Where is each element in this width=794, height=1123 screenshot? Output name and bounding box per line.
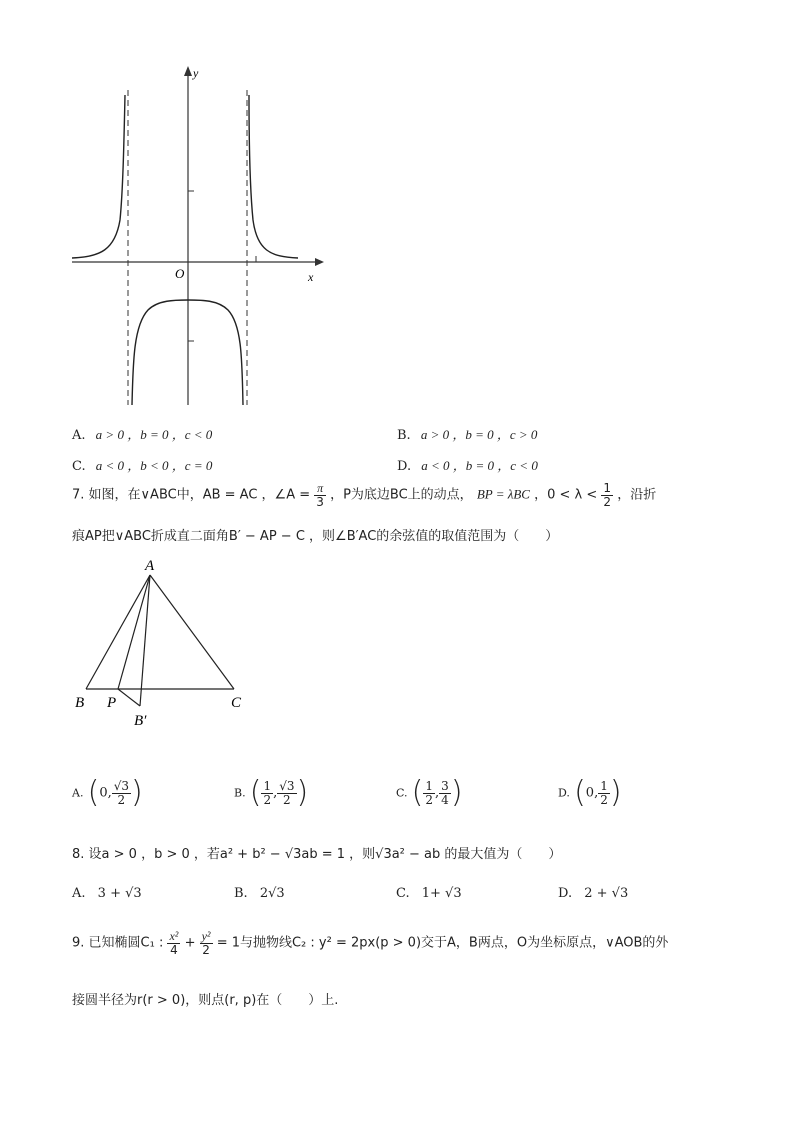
q9-stem-line1: 9. 已知椭圆C₁ : $\frac{\text{x²}}{4}$ + $\frac{\text{y²}}{2}$ = 1与抛物线C₂ : y² = 2px(p > 0)交于A，B两点，O为坐标原点，∨AOB的外 <box>72 929 669 957</box>
q8-option-d[interactable]: D. 2 + √3 <box>558 886 629 901</box>
lambda-fraction: $\frac{1}{2}$ <box>603 481 612 509</box>
option-letter: D. <box>397 459 412 474</box>
x-axis-arrow <box>315 258 324 266</box>
q7-stem-line2: 痕AP把∨ABC折成直二面角B′ − AP − C ，则∠B′AC的余弦值的取值范围为（ ） <box>72 529 559 544</box>
y-axis-arrow <box>184 66 192 76</box>
edge-PB-prime <box>118 689 140 706</box>
curve-left <box>72 95 125 258</box>
origin-label: O <box>175 266 185 281</box>
y-label: y <box>193 66 199 80</box>
triangle-figure <box>70 555 260 730</box>
q7-option-a[interactable]: A. (0, $\frac{√3}{2}$ ) <box>72 775 143 810</box>
edge-AC <box>150 575 234 689</box>
angle-fraction: $\frac{\pi}{3}$ <box>316 481 324 509</box>
q7-option-b[interactable]: B. ( $\frac{1}{2}$ , $\frac{√3}{2}$ ) <box>234 775 309 810</box>
q6-option-c[interactable] <box>72 455 212 474</box>
q6-option-a[interactable] <box>72 424 212 443</box>
q8-stem: 8. 设a > 0 ，b > 0 ，若a² + b² − √3ab = 1 ，则√3a² − ab 的最大值为（ ） <box>72 847 562 862</box>
q6-option-b[interactable] <box>397 424 537 443</box>
curve-right <box>249 95 298 258</box>
q8-option-a[interactable]: A. 3 + √3 <box>72 886 142 901</box>
edge-AB <box>86 575 150 689</box>
vector-expression: BP = λBC <box>476 486 530 502</box>
q7-option-c[interactable]: C. ( $\frac{1}{2}$ , $\frac{3}{4}$ ) <box>396 775 463 810</box>
option-text: a > 0 ，b = 0 ，c < 0 <box>95 427 213 442</box>
option-letter: A. <box>72 428 86 443</box>
option-letter: C. <box>72 459 86 474</box>
q7-stem-line1: 7. 如图，在∨ABC中，AB = AC ，∠A = $\frac{\pi}{3}$ ，P为底边BC上的动点， BP = λBC ，0 < λ < $\frac{1}{2}$ ，沿折 <box>72 481 657 509</box>
ellipse-term-y: $\frac{\text{y²}}{2}$ <box>201 929 211 957</box>
label-B: B <box>75 695 85 711</box>
option-letter: B. <box>397 428 411 443</box>
x-label: x <box>308 270 314 284</box>
option-text: a > 0 ，b = 0 ，c > 0 <box>420 427 538 442</box>
option-text: a < 0 ，b = 0 ，c < 0 <box>421 458 538 473</box>
q6-option-d[interactable] <box>397 455 538 474</box>
function-graph <box>60 60 340 410</box>
q7-option-d[interactable]: D. (0, $\frac{1}{2}$ ) <box>558 775 622 810</box>
label-A: A <box>145 558 155 574</box>
label-B-prime: B′ <box>134 713 147 729</box>
q8-option-c[interactable]: C. 1+ √3 <box>396 886 462 901</box>
option-text: a < 0 ，b < 0 ，c = 0 <box>95 458 213 473</box>
q8-option-b[interactable]: B. 2√3 <box>234 886 285 901</box>
label-C: C <box>231 695 242 711</box>
q9-stem-line2: 接圆半径为r(r > 0)，则点(r, p)在（ ）上. <box>72 993 339 1008</box>
label-P: P <box>107 695 117 711</box>
ellipse-term-x: $\frac{\text{x²}}{4}$ <box>169 929 179 957</box>
